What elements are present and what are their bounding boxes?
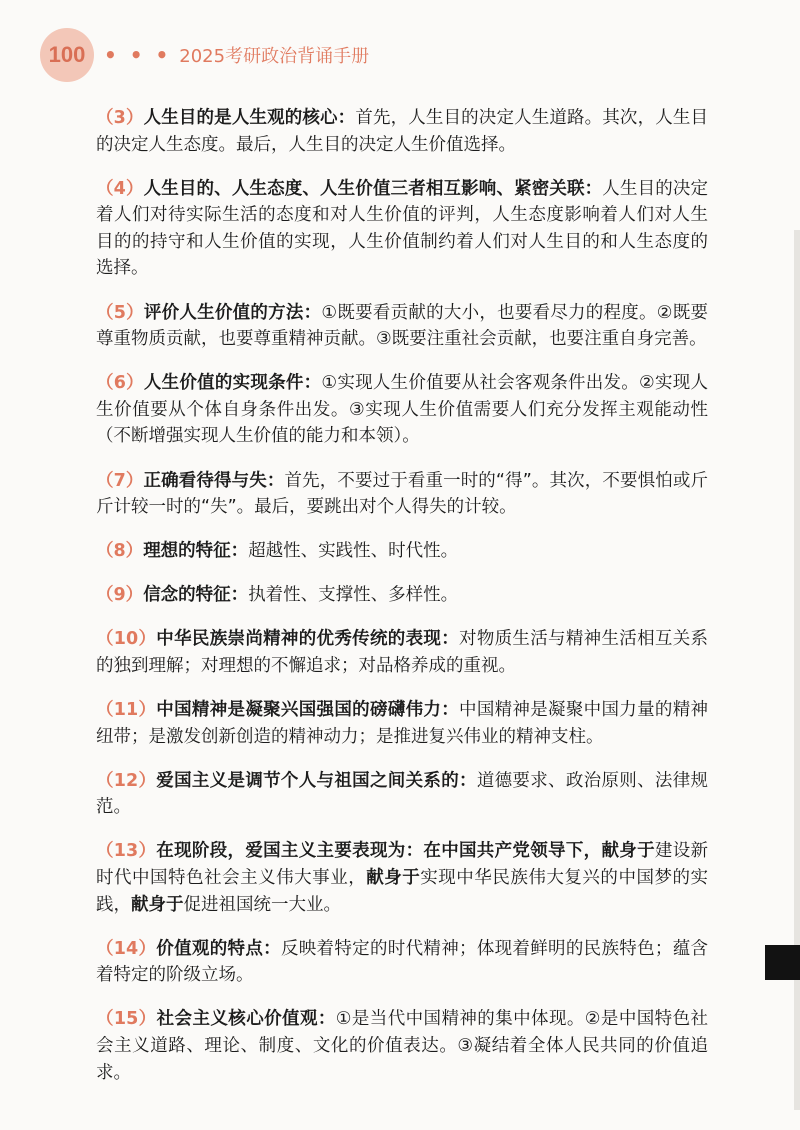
item-body: ①是当代中国精神的集中体现。②是中国特色社会主义道路、理论、制度、文化的价值表达。③凝结着全体人民共同的价值追求。 (96, 1009, 708, 1083)
item-body: 实现中华民族伟大复兴的中国梦的实践， (96, 868, 709, 915)
list-item (96, 582, 708, 609)
item-body: 道德要求、政治原则、法律规范。 (96, 770, 708, 818)
list-item (96, 1006, 708, 1086)
item-body: ①既要看贡献的大小，也要看尽力的程度。②既要尊重物质贡献，也要尊重精神贡献。③既要注重社会贡献，也要注重自身完善。 (96, 302, 708, 350)
item-heading: 理想的特征： (143, 541, 249, 562)
item-body: 首先，人生目的决定人生道路。其次，人生目的决定人生态度。最后，人生目的决定人生价值选择。 (96, 108, 709, 155)
list-item (96, 768, 708, 821)
item-heading: 献身于 (366, 868, 421, 889)
header-dots: • • • (104, 43, 172, 67)
thumb-index-tab (765, 945, 800, 980)
item-body: 建设新时代中国特色社会主义伟大事业， (96, 841, 709, 889)
item-heading: 人生目的、人生态度、人生价值三者相互影响、紧密关联： (143, 178, 603, 199)
item-body: 促进祖国统一大业。 (183, 894, 341, 915)
item-number: （8） (96, 541, 144, 562)
item-body: 反映着特定的时代精神；体现着鲜明的民族特色；蕴含着特定的阶级立场。 (96, 938, 709, 986)
list-item (96, 468, 708, 521)
item-heading: 人生目的是人生观的核心： (143, 108, 356, 128)
list-item (96, 300, 708, 353)
item-number: （13） (96, 841, 157, 862)
item-number: （5） (96, 302, 144, 323)
item-heading: 人生价值的实现条件： (143, 373, 322, 394)
item-body: 中国精神是凝聚中国力量的精神纽带；是激发创新创造的精神动力；是推进复兴伟业的精神支柱。 (96, 700, 709, 747)
item-body: 执着性、支撑性、多样性。 (248, 585, 459, 606)
book-title: 2025考研政治背诵手册 (179, 46, 370, 67)
item-number: （10） (96, 629, 157, 650)
page-header (40, 30, 369, 80)
item-number: （12） (96, 770, 157, 791)
item-heading: 信念的特征： (143, 585, 249, 606)
item-body: 对物质生活与精神生活相互关系的独到理解；对理想的不懈追求；对品格养成的重视。 (96, 629, 709, 676)
list-item (96, 697, 708, 750)
page-number-badge: 100 (40, 28, 94, 82)
item-number: （15） (96, 1009, 157, 1030)
item-heading: 评价人生价值的方法： (143, 302, 322, 323)
page-content (96, 105, 708, 1091)
item-heading: 中国精神是凝聚兴国强国的磅礴伟力： (156, 700, 460, 721)
list-item (96, 105, 708, 158)
item-body: 人生目的决定着人们对待实际生活的态度和对人生价值的评判，人生态度影响着人们对人生目的的持守和人生价值的实现，人生价值制约着人们对人生目的和人生态度的选择。 (96, 178, 709, 279)
item-heading: 爱国主义是调节个人与祖国之间关系的： (156, 770, 477, 791)
item-number: （7） (96, 470, 144, 491)
item-number: （9） (96, 585, 144, 606)
item-heading: 中华民族崇尚精神的优秀传统的表现： (156, 629, 460, 650)
item-number: （4） (96, 178, 144, 199)
item-heading: 献身于 (131, 894, 184, 915)
item-body: 首先，不要过于看重一时的“得”。其次，不要惧怕或斤斤计较一时的“失”。最后，要跳出对个人得失的计较。 (96, 470, 708, 518)
item-number: （3） (96, 108, 144, 128)
item-heading: 在现阶段，爱国主义主要表现为：在中国共产党领导下，献身于 (156, 841, 655, 862)
list-item (96, 538, 708, 565)
item-number: （14） (96, 938, 157, 959)
list-item (96, 838, 708, 918)
item-body: 超越性、实践性、时代性。 (248, 541, 459, 562)
item-heading: 价值观的特点： (156, 938, 281, 959)
list-item (96, 626, 708, 679)
item-body: ①实现人生价值要从社会客观条件出发。②实现人生价值要从个体自身条件出发。③实现人生价值需要人们充分发挥主观能动性（不断增强实现人生价值的能力和本领）。 (96, 373, 708, 447)
item-number: （11） (96, 700, 157, 721)
item-heading: 社会主义核心价值观： (156, 1009, 336, 1030)
list-item (96, 176, 708, 282)
list-item (96, 936, 708, 989)
list-item (96, 370, 708, 450)
item-heading: 正确看待得与失： (143, 470, 285, 491)
item-number: （6） (96, 373, 144, 394)
